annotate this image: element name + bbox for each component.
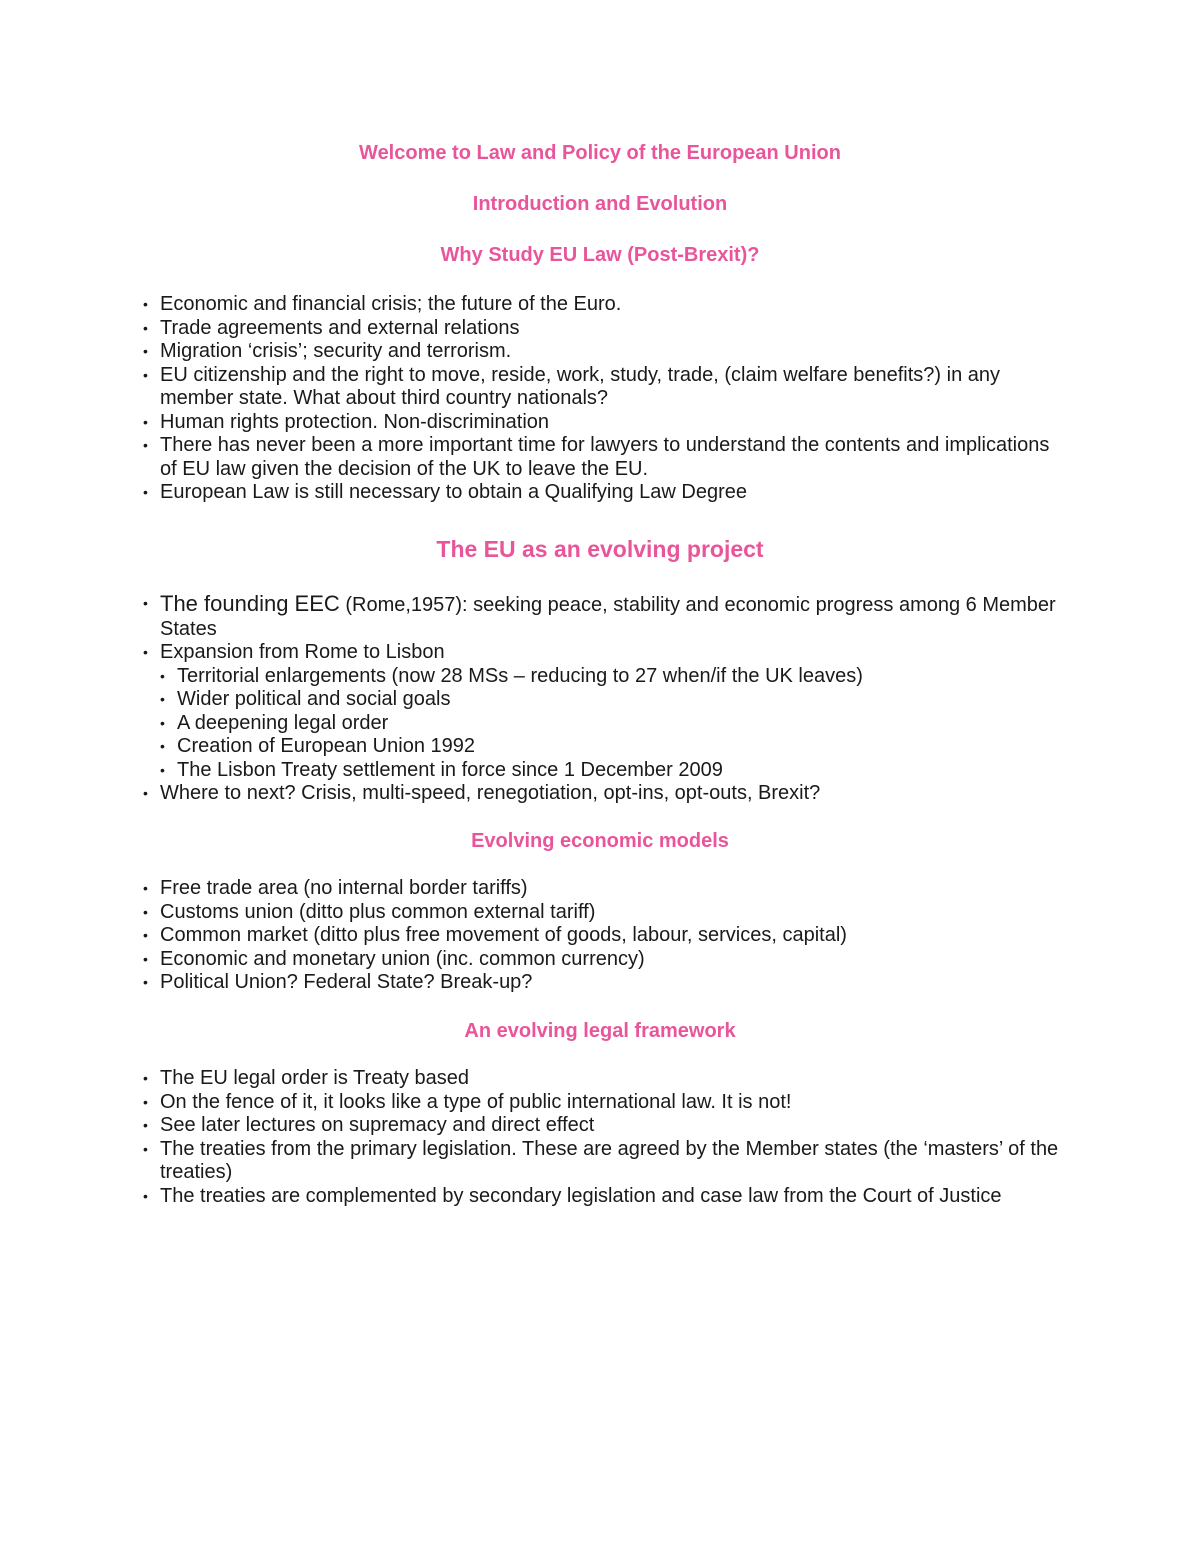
list-item-founding: [160, 592, 1060, 641]
legal-framework-list: [160, 1067, 1060, 1208]
list-item: • On the fence of it, it looks like a type of public international law. It is not!: [160, 1091, 1060, 1115]
list-item: • Free trade area (no internal border tariffs): [160, 877, 1060, 901]
section-heading-economic-models: Evolving economic models: [471, 830, 729, 852]
list-item: • The treaties are complemented by secondary legislation and case law from the Court of Justice: [160, 1185, 1060, 1209]
list-item: • The treaties from the primary legislation. These are agreed by the Member states (the ‘masters’ of the treaties): [160, 1138, 1060, 1185]
list-item: • EU citizenship and the right to move, reside, work, study, trade, (claim welfare benefits?) in any member state. What about third country nationals?: [160, 364, 1060, 411]
list-item: • Economic and financial crisis; the future of the Euro.: [160, 293, 1060, 317]
founding-rest-text: (Rome,1957): seeking peace, stability and economic progress among 6 Member States: [160, 594, 1056, 640]
document-title: Welcome to Law and Policy of the European Union: [359, 142, 841, 164]
section-heading-evolving-project: The EU as an evolving project: [436, 536, 764, 562]
economic-models-list: [160, 877, 1060, 995]
founding-lead-text: The founding EEC: [160, 591, 340, 616]
section-heading-why-study: Why Study EU Law (Post-Brexit)?: [440, 244, 760, 266]
list-item: • See later lectures on supremacy and direct effect: [160, 1114, 1060, 1138]
list-item-expansion: • Expansion from Rome to Lisbon: [160, 641, 1060, 665]
sub-list-item: • Territorial enlargements (now 28 MSs – reducing to 27 when/if the UK leaves): [160, 665, 1060, 689]
list-item: • Common market (ditto plus free movement of goods, labour, services, capital): [160, 924, 1060, 948]
list-item: • There has never been a more important time for lawyers to understand the contents and implications of EU law given the decision of the UK to leave the EU.: [160, 434, 1060, 481]
evolving-project-list: [160, 592, 1060, 806]
sub-list-item: • Creation of European Union 1992: [160, 735, 1060, 759]
list-item: • Trade agreements and external relations: [160, 317, 1060, 341]
sub-list-item: • Wider political and social goals: [160, 688, 1060, 712]
list-item: • Migration ‘crisis’; security and terrorism.: [160, 340, 1060, 364]
list-item: • Economic and monetary union (inc. common currency): [160, 948, 1060, 972]
why-study-list: [160, 293, 1060, 505]
section-heading-intro: Introduction and Evolution: [472, 193, 728, 215]
list-item: • Political Union? Federal State? Break-up?: [160, 971, 1060, 995]
list-item: • The EU legal order is Treaty based: [160, 1067, 1060, 1091]
sub-list-item: • The Lisbon Treaty settlement in force since 1 December 2009: [160, 759, 1060, 783]
section-heading-legal-framework: An evolving legal framework: [464, 1020, 736, 1042]
list-item-next: • Where to next? Crisis, multi-speed, renegotiation, opt-ins, opt-outs, Brexit?: [160, 782, 1060, 806]
sub-list-item: • A deepening legal order: [160, 712, 1060, 736]
list-item: • Customs union (ditto plus common external tariff): [160, 901, 1060, 925]
list-item: • European Law is still necessary to obtain a Qualifying Law Degree: [160, 481, 1060, 505]
list-item: • Human rights protection. Non-discrimination: [160, 411, 1060, 435]
